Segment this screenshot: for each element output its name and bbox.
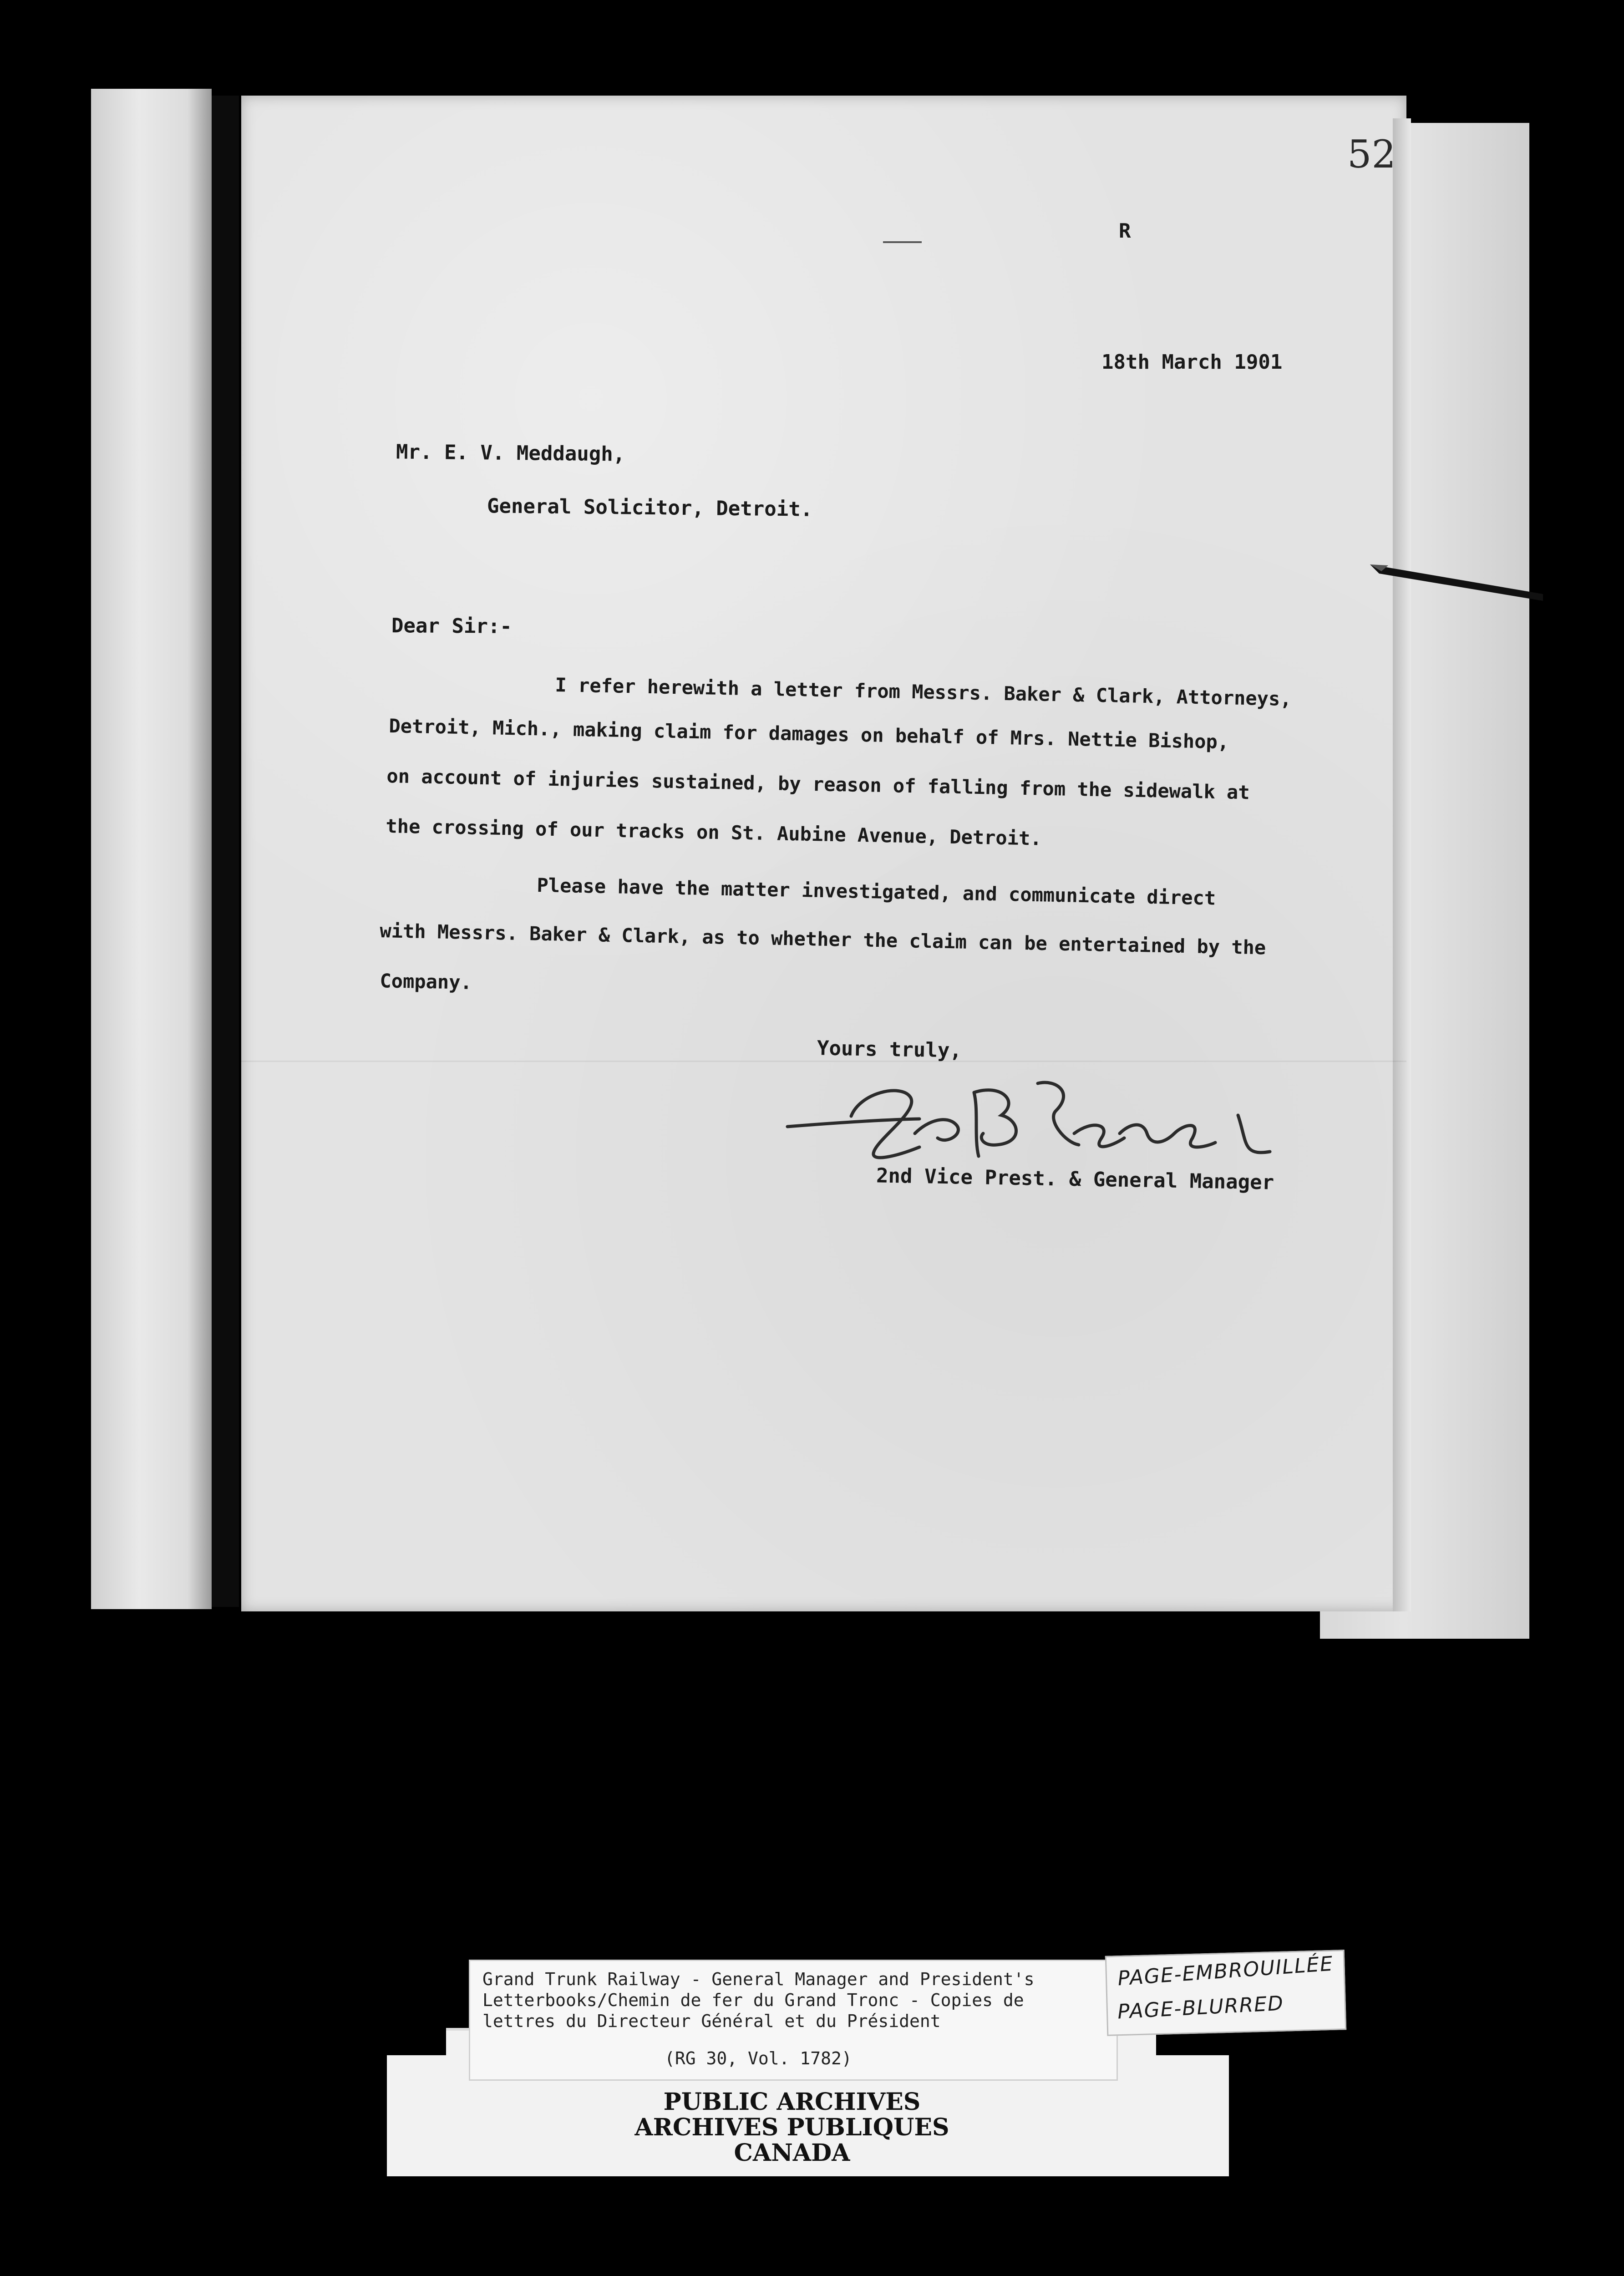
archive-label-notch-left bbox=[387, 2028, 446, 2055]
letter-body-line: I refer herewith a letter from Messrs. Baker & Clark, Attorneys, bbox=[555, 674, 1292, 711]
letter-body-line: Company. bbox=[380, 970, 472, 994]
letter-page bbox=[241, 96, 1406, 1611]
letter-body-line: with Messrs. Baker & Clark, as to whether the claim can be entertained by the bbox=[380, 920, 1266, 959]
catalog-line: Letterbooks/Chemin de fer du Grand Tronc - Copies de bbox=[482, 1990, 1024, 2010]
binding-gutter-shadow bbox=[212, 96, 239, 1607]
page-fold-line bbox=[241, 1061, 1406, 1062]
reference-mark: R bbox=[1119, 219, 1131, 243]
handwritten-note-line: PAGE-BLURRED bbox=[1116, 1992, 1285, 2024]
letter-body-line: the crossing of our tracks on St. Aubine Avenue, Detroit. bbox=[386, 815, 1042, 850]
catalog-line: lettres du Directeur Général et du Président bbox=[482, 2011, 941, 2031]
signer-title: 2nd Vice Prest. & General Manager bbox=[876, 1164, 1274, 1194]
addressee-name: Mr. E. V. Meddaugh, bbox=[396, 440, 625, 466]
letter-page-right-edge bbox=[1393, 118, 1411, 1611]
letter-body-line: Detroit, Mich., making claim for damages on behalf of Mrs. Nettie Bishop, bbox=[389, 715, 1229, 753]
catalog-line: Grand Trunk Railway - General Manager and President's bbox=[482, 1969, 1035, 1989]
addressee-title: General Solicitor, Detroit. bbox=[487, 494, 813, 521]
archives-stamp-line: CANADA bbox=[734, 2139, 850, 2167]
letter-date: 18th March 1901 bbox=[1101, 351, 1283, 374]
catalog-reference: (RG 30, Vol. 1782) bbox=[665, 2048, 852, 2068]
letter-body-line: on account of injuries sustained, by reason of falling from the sidewalk at bbox=[386, 765, 1250, 804]
handwritten-signature bbox=[783, 1065, 1302, 1174]
archives-stamp bbox=[469, 2089, 1115, 2166]
pen-icon bbox=[1370, 560, 1543, 601]
previous-page-binding bbox=[91, 89, 212, 1609]
letter-closing: Yours truly, bbox=[817, 1036, 962, 1062]
dash-mark bbox=[883, 241, 922, 243]
archives-stamp-line: ARCHIVES PUBLIQUES bbox=[634, 2113, 949, 2141]
letter-body-line: Please have the matter investigated, and communicate direct bbox=[537, 874, 1216, 909]
catalog-description bbox=[482, 1969, 1035, 2032]
salutation: Dear Sir:- bbox=[391, 614, 513, 638]
handwritten-note-line: PAGE-EMBROUILLÉE bbox=[1116, 1952, 1335, 1991]
page-number: 52 bbox=[1347, 132, 1396, 177]
archives-stamp-line: PUBLIC ARCHIVES bbox=[663, 2088, 921, 2116]
